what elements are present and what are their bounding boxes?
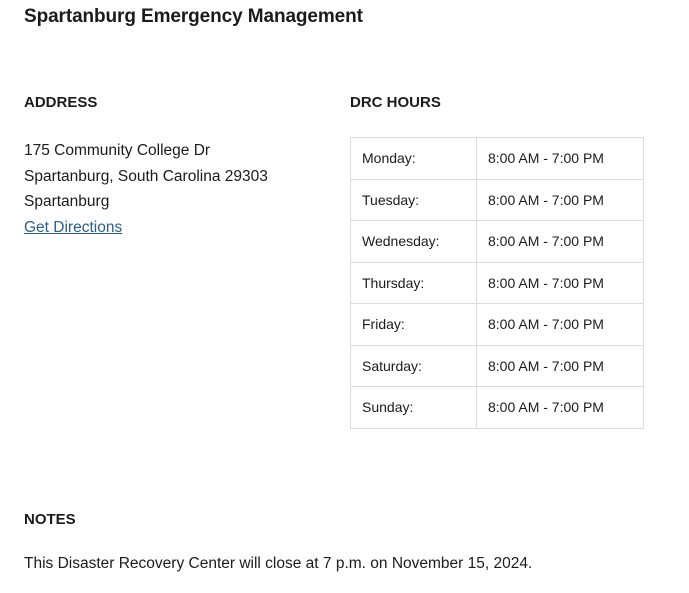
day-cell: Friday:	[351, 304, 477, 346]
notes-heading: NOTES	[24, 511, 76, 528]
hours-table	[350, 137, 644, 429]
time-cell: 8:00 AM - 7:00 PM	[477, 179, 644, 221]
time-cell: 8:00 AM - 7:00 PM	[477, 138, 644, 180]
time-cell: 8:00 AM - 7:00 PM	[477, 262, 644, 304]
table-row	[351, 345, 644, 387]
table-row	[351, 304, 644, 346]
table-row	[351, 179, 644, 221]
address-city-state-zip: Spartanburg, South Carolina 29303	[24, 167, 268, 185]
day-cell: Monday:	[351, 138, 477, 180]
day-cell: Wednesday:	[351, 221, 477, 263]
table-row	[351, 262, 644, 304]
table-row	[351, 221, 644, 263]
day-cell: Tuesday:	[351, 179, 477, 221]
address-block	[24, 138, 268, 240]
day-cell: Saturday:	[351, 345, 477, 387]
address-heading: ADDRESS	[24, 94, 98, 111]
page-title: Spartanburg Emergency Management	[24, 6, 363, 27]
table-row	[351, 387, 644, 429]
address-street: 175 Community College Dr	[24, 142, 211, 159]
day-cell: Sunday:	[351, 387, 477, 429]
time-cell: 8:00 AM - 7:00 PM	[477, 304, 644, 346]
time-cell: 8:00 AM - 7:00 PM	[477, 345, 644, 387]
time-cell: 8:00 AM - 7:00 PM	[477, 387, 644, 429]
day-cell: Thursday:	[351, 262, 477, 304]
time-cell: 8:00 AM - 7:00 PM	[477, 221, 644, 263]
table-row	[351, 138, 644, 180]
notes-text: This Disaster Recovery Center will close at 7 p.m. on November 15, 2024.	[24, 555, 533, 572]
address-county: Spartanburg	[24, 193, 110, 210]
drc-hours-heading: DRC HOURS	[350, 94, 441, 111]
get-directions-link[interactable]: Get Directions	[24, 218, 123, 236]
